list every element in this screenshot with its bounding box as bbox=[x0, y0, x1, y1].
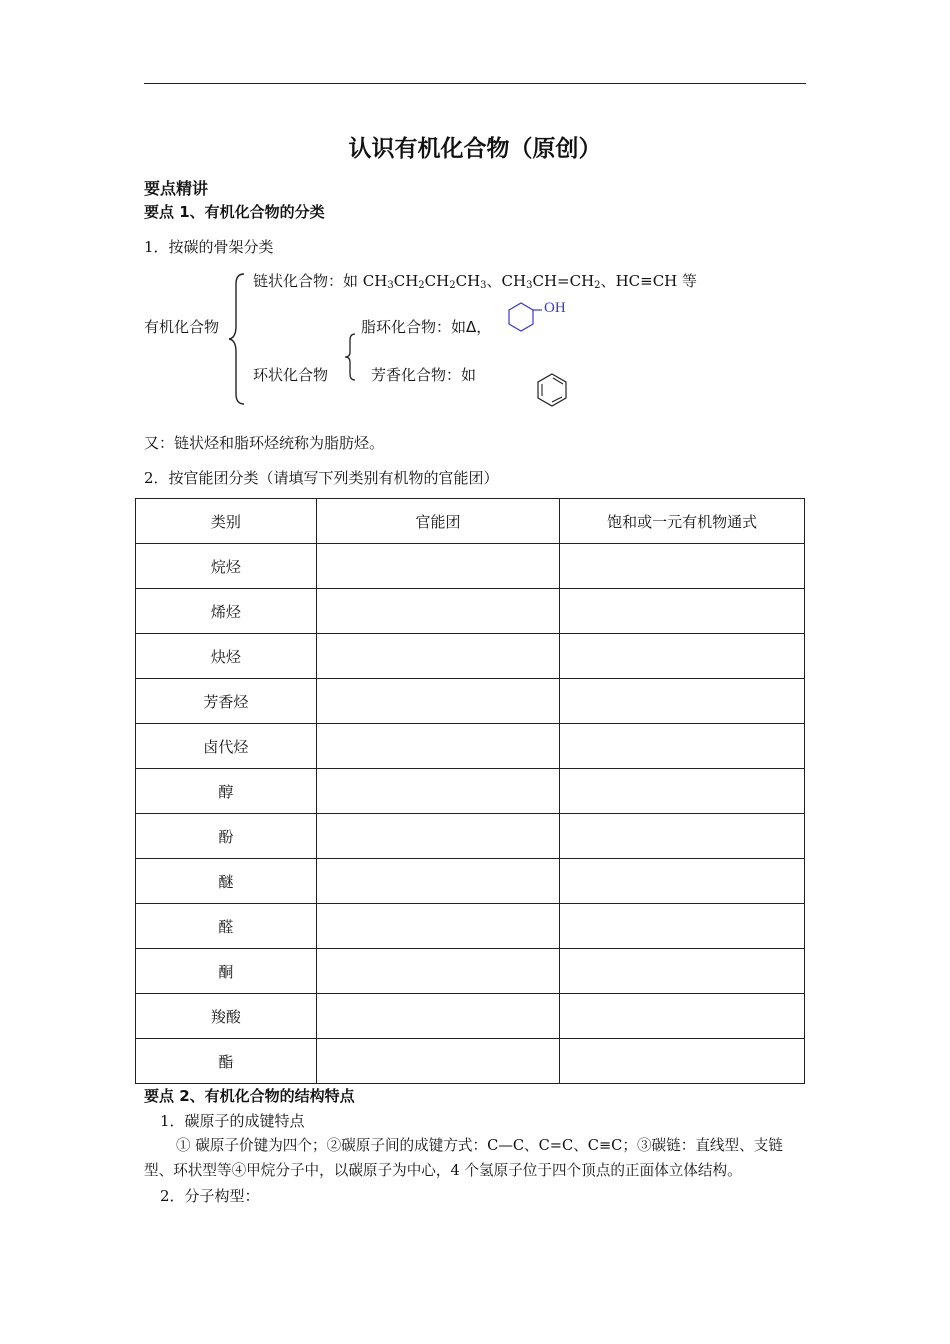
general-formula-cell[interactable] bbox=[560, 1039, 805, 1084]
category-cell: 烯烃 bbox=[136, 589, 317, 634]
section-heading: 要点精讲 bbox=[144, 179, 209, 198]
table-row bbox=[136, 994, 805, 1039]
category-cell: 羧酸 bbox=[136, 994, 317, 1039]
table-row bbox=[136, 679, 805, 724]
table-row bbox=[136, 859, 805, 904]
table-row bbox=[136, 544, 805, 589]
general-formula-cell[interactable] bbox=[560, 904, 805, 949]
general-formula-cell[interactable] bbox=[560, 769, 805, 814]
point2-heading: 要点 2、有机化合物的结构特点 bbox=[144, 1087, 355, 1105]
general-formula-cell[interactable] bbox=[560, 634, 805, 679]
general-formula-cell[interactable] bbox=[560, 589, 805, 634]
header-general-formula: 饱和或一元有机物通式 bbox=[560, 499, 805, 544]
functional-group-cell[interactable] bbox=[316, 814, 560, 859]
point1-heading: 要点 1、有机化合物的分类 bbox=[144, 203, 325, 221]
category-cell: 芳香烃 bbox=[136, 679, 317, 724]
header-category: 类别 bbox=[136, 499, 317, 544]
general-formula-cell[interactable] bbox=[560, 859, 805, 904]
category-cell: 炔烃 bbox=[136, 634, 317, 679]
category-cell: 酮 bbox=[136, 949, 317, 994]
functional-group-cell[interactable] bbox=[316, 544, 560, 589]
functional-group-cell[interactable] bbox=[316, 1039, 560, 1084]
chain-label: 链状化合物：如 bbox=[253, 272, 363, 290]
table-header-row bbox=[136, 499, 805, 544]
functional-group-table bbox=[135, 498, 805, 1084]
general-formula-cell[interactable] bbox=[560, 994, 805, 1039]
general-formula-cell[interactable] bbox=[560, 814, 805, 859]
table-row bbox=[136, 769, 805, 814]
functional-group-cell[interactable] bbox=[316, 679, 560, 724]
small-brace bbox=[343, 333, 357, 381]
category-cell: 醚 bbox=[136, 859, 317, 904]
point2-sub1: 1．碳原子的成键特点 bbox=[160, 1112, 305, 1130]
table-row bbox=[136, 634, 805, 679]
page-title: 认识有机化合物（原创） bbox=[348, 136, 602, 162]
table-row bbox=[136, 814, 805, 859]
header-functional-group: 官能团 bbox=[316, 499, 560, 544]
alicyclic-example: 脂环化合物：如Δ， bbox=[361, 318, 492, 336]
note-text: 又：链状烃和脂环烃统称为脂肪烃。 bbox=[144, 434, 385, 452]
header-rule bbox=[144, 83, 806, 84]
aromatic-label: 芳香化合物：如 bbox=[371, 366, 477, 384]
point2-line2: 型、环状型等④甲烷分子中，以碳原子为中心，4 个氢原子位于四个顶点的正面体立体结构。 bbox=[144, 1162, 742, 1179]
functional-group-cell[interactable] bbox=[316, 634, 560, 679]
table-row bbox=[136, 949, 805, 994]
functional-group-cell[interactable] bbox=[316, 949, 560, 994]
chain-compounds: 链状化合物：如 $CH_3CH_2CH_2CH_3$、$CH_3CH=CH_2$、HC≡CH 等 bbox=[253, 272, 698, 291]
cyclopropane-symbol: Δ bbox=[466, 318, 477, 336]
point2-line1: ① 碳原子价键为四个；②碳原子间的成键方式：C—C、C=C、C≡C；③碳链：直线型、支链 bbox=[176, 1137, 783, 1154]
functional-group-cell[interactable] bbox=[316, 859, 560, 904]
point1-sub2: 2．按官能团分类（请填写下列类别有机物的官能团） bbox=[144, 469, 499, 487]
general-formula-cell[interactable] bbox=[560, 679, 805, 724]
functional-group-cell[interactable] bbox=[316, 904, 560, 949]
table-row bbox=[136, 1039, 805, 1084]
functional-group-cell[interactable] bbox=[316, 994, 560, 1039]
table-row bbox=[136, 589, 805, 634]
functional-group-cell[interactable] bbox=[316, 769, 560, 814]
general-formula-cell[interactable] bbox=[560, 949, 805, 994]
category-cell: 醇 bbox=[136, 769, 317, 814]
category-cell: 酯 bbox=[136, 1039, 317, 1084]
functional-group-cell[interactable] bbox=[316, 589, 560, 634]
category-cell: 酚 bbox=[136, 814, 317, 859]
oh-label: OH bbox=[544, 300, 566, 316]
ring-label: 环状化合物 bbox=[253, 366, 329, 384]
big-brace bbox=[226, 272, 248, 406]
category-cell: 醛 bbox=[136, 904, 317, 949]
general-formula-cell[interactable] bbox=[560, 724, 805, 769]
alicyclic-label: 脂环化合物：如 bbox=[361, 318, 467, 336]
point2-sub2: 2．分子构型： bbox=[160, 1187, 260, 1205]
category-cell: 烷烃 bbox=[136, 544, 317, 589]
general-formula-cell[interactable] bbox=[560, 544, 805, 589]
benzene-structure bbox=[534, 372, 570, 408]
category-cell: 卤代烃 bbox=[136, 724, 317, 769]
point1-sub1: 1．按碳的骨架分类 bbox=[144, 238, 274, 256]
table-row bbox=[136, 904, 805, 949]
table-row bbox=[136, 724, 805, 769]
root-label: 有机化合物 bbox=[144, 318, 220, 336]
functional-group-cell[interactable] bbox=[316, 724, 560, 769]
